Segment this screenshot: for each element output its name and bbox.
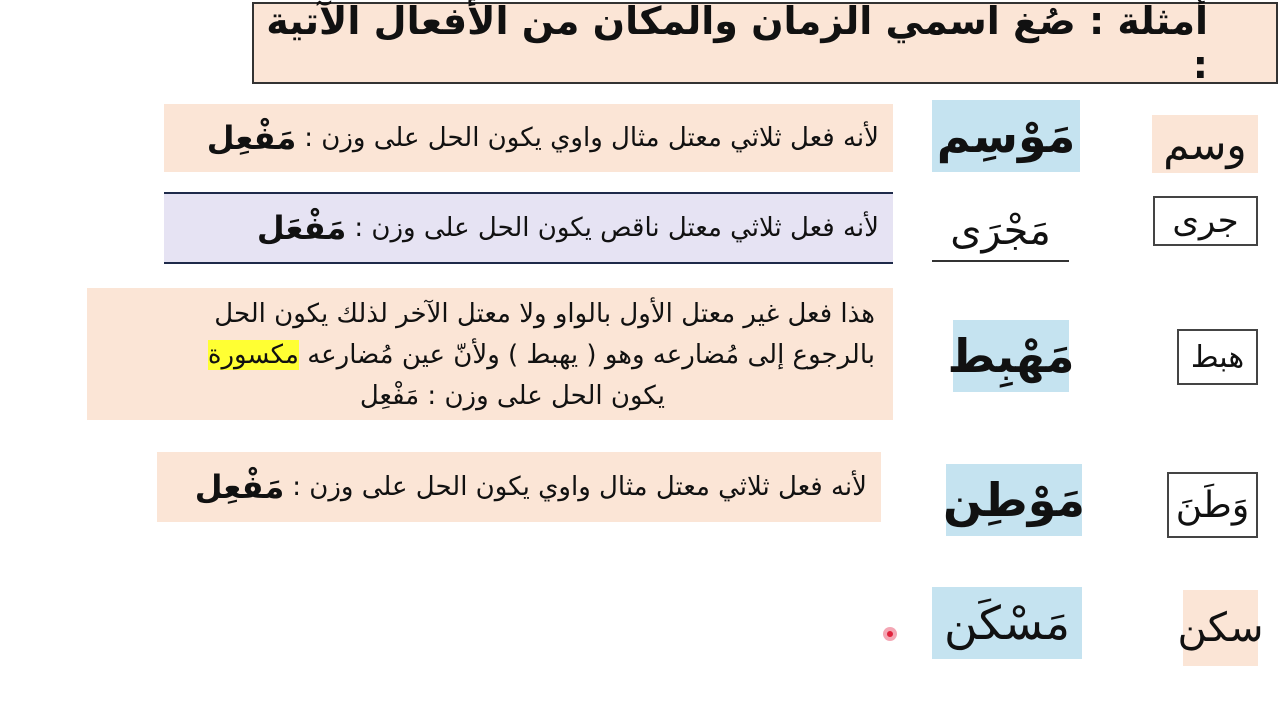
highlighted-word: مكسورة [207, 340, 299, 370]
verb-sakana: سكن [1183, 590, 1258, 666]
explanation-row-2 [164, 192, 893, 264]
verb-jara: جرى [1153, 196, 1258, 246]
pointer-dot-icon [883, 627, 897, 641]
noun-mahbit: مَهْبِط [953, 320, 1069, 392]
explanation-line-3: يكون الحل على وزن : مَفْعِل [359, 381, 665, 411]
noun-maskan: مَسْكَن [932, 587, 1082, 659]
noun-mawtin: مَوْطِن [946, 464, 1082, 536]
page-title: أمثلة : صُغ اسمي الزمان والمكان من الأفعال الآتية : [252, 2, 1278, 84]
explanation-line-2-text: بالرجوع إلى مُضارعه وهو ( يهبط ) ولأنّ عين مُضارعه [307, 340, 875, 370]
noun-mawsim: مَوْسِم [932, 100, 1080, 172]
explanation-row-1 [164, 104, 893, 172]
pattern-text: مَفْعَل [256, 209, 347, 247]
pattern-text: مَفْعِل [194, 468, 285, 506]
verb-watana: وَطَنَ [1167, 472, 1258, 538]
explanation-text: لأنه فعل ثلاثي معتل مثال واوي يكون الحل على وزن : [292, 472, 867, 502]
noun-majra: مَجْرَى [932, 202, 1069, 262]
explanation-text: لأنه فعل ثلاثي معتل مثال واوي يكون الحل على وزن : [304, 123, 879, 153]
pattern-text: مَفْعِل [206, 119, 297, 157]
explanation-row-3 [87, 288, 893, 420]
verb-wasama: وسم [1152, 115, 1258, 173]
verb-habata: هبط [1177, 329, 1258, 385]
explanation-line-1: هذا فعل غير معتل الأول بالواو ولا معتل الآخر لذلك يكون الحل [214, 299, 875, 329]
explanation-line-2 [101, 335, 875, 376]
explanation-text: لأنه فعل ثلاثي معتل ناقص يكون الحل على وزن : [354, 213, 879, 243]
explanation-row-4 [157, 452, 881, 522]
